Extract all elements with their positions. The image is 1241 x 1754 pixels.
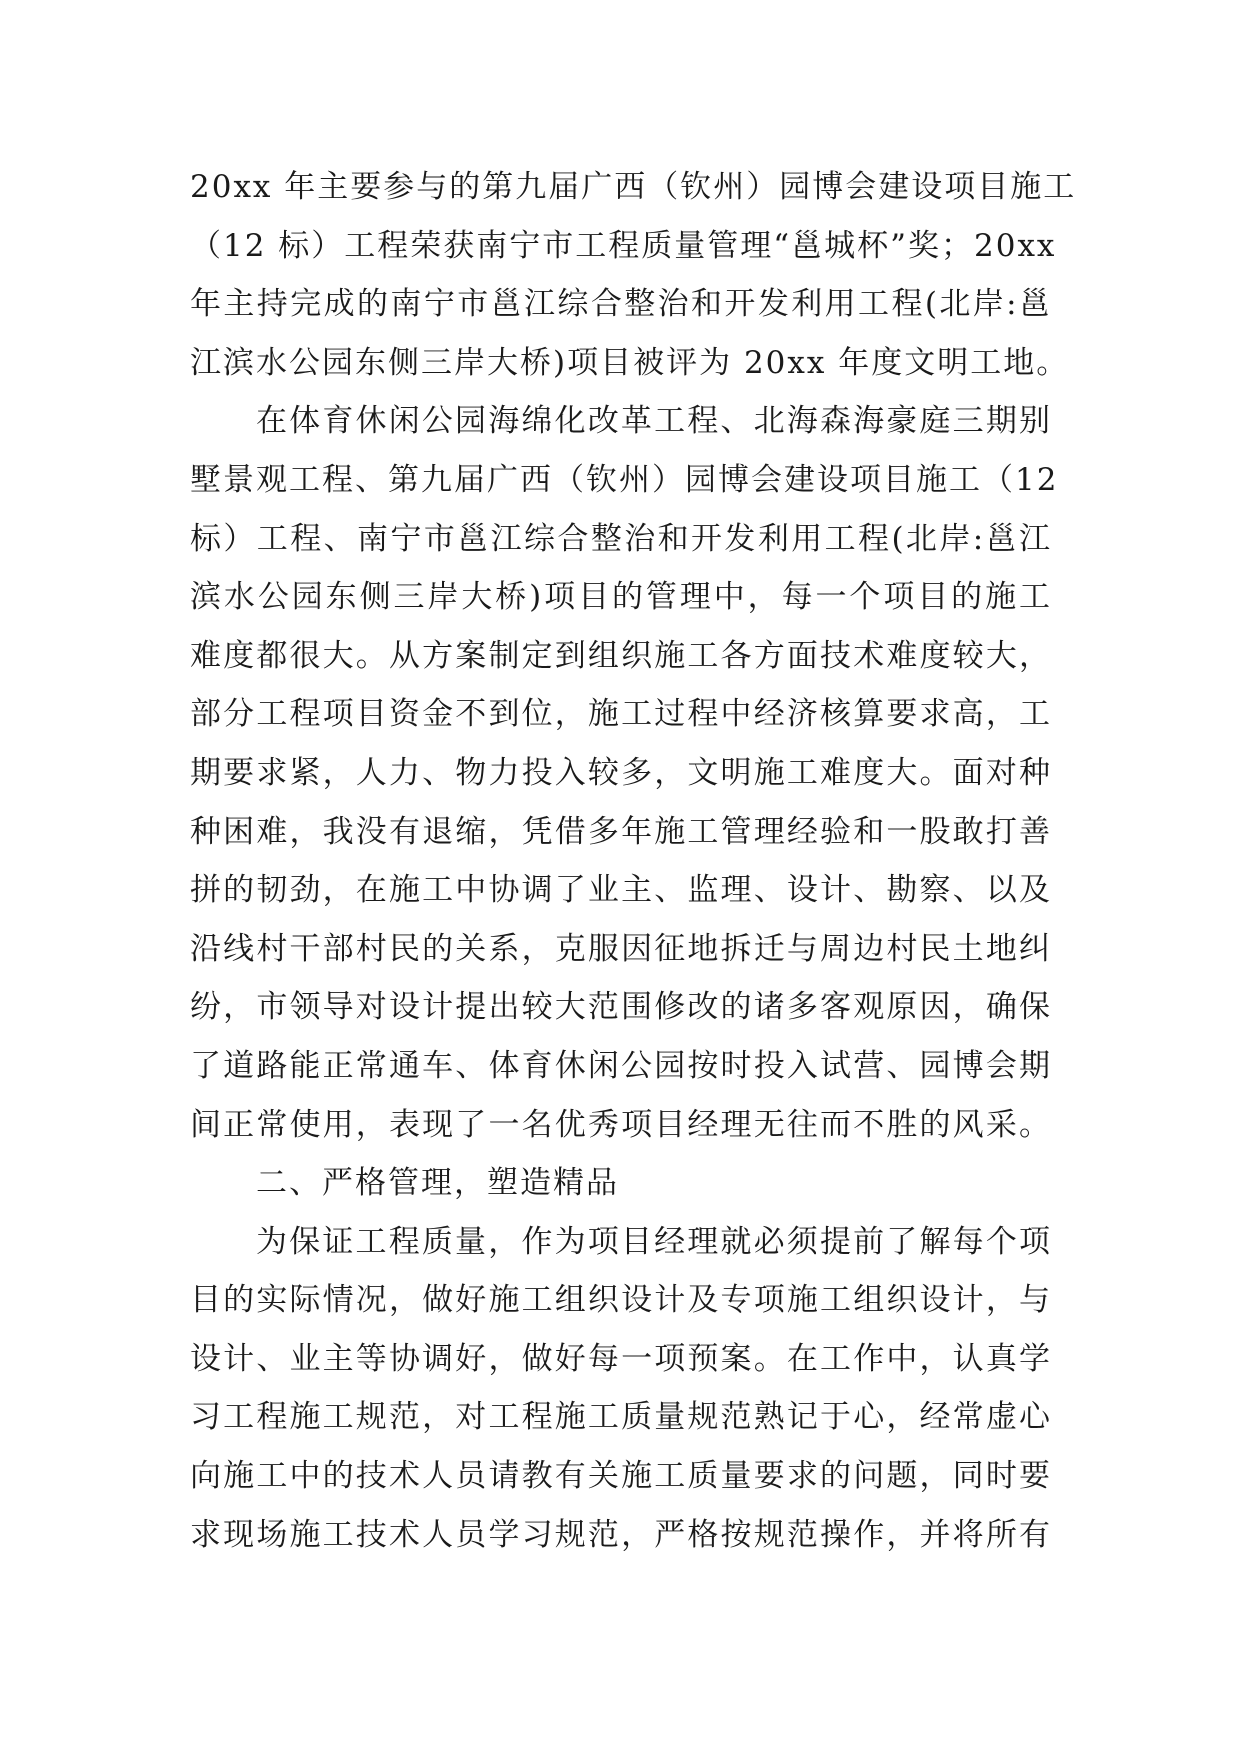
- text-line: 习工程施工规范，对工程施工质量规范熟记于心，经常虚心: [190, 1399, 1052, 1436]
- section-heading-text: 二、严格管理，塑造精品: [256, 1165, 619, 1202]
- text-line: 目的实际情况，做好施工组织设计及专项施工组织设计，与: [190, 1282, 1052, 1319]
- text-line: 设计、业主等协调好，做好每一项预案。在工作中，认真学: [190, 1340, 1052, 1377]
- text-line: 年主持完成的南宁市邕江综合整治和开发利用工程(北岸:邕: [190, 286, 1052, 323]
- text-line: 20xx 年主要参与的第九届广西（钦州）园博会建设项目施工: [190, 169, 1077, 205]
- text-line: 难度都很大。从方案制定到组织施工各方面技术难度较大，: [190, 637, 1052, 674]
- text-line: 种困难，我没有退缩，凭借多年施工管理经验和一股敢打善: [190, 813, 1052, 850]
- text-line: 纷，市领导对设计提出较大范围修改的诸多客观原因，确保: [190, 989, 1052, 1026]
- text-line: 部分工程项目资金不到位，施工过程中经济核算要求高，工: [190, 696, 1052, 733]
- paragraph-p3: [190, 1213, 1052, 1565]
- text-line: 了道路能正常通车、体育休闲公园按时投入试营、园博会期: [190, 1047, 1052, 1084]
- text-line: 拼的韧劲，在施工中协调了业主、监理、设计、勘察、以及: [190, 872, 1052, 909]
- paragraph-p1: [190, 158, 1077, 392]
- section-heading: [190, 1154, 1052, 1213]
- text-line: 墅景观工程、第九届广西（钦州）园博会建设项目施工（12: [190, 461, 1059, 498]
- text-line: 滨水公园东侧三岸大桥)项目的管理中，每一个项目的施工: [190, 579, 1052, 616]
- text-line: 沿线村干部村民的关系，克服因征地拆迁与周边村民土地纠: [190, 930, 1052, 967]
- paragraph-p2: [190, 392, 1059, 1154]
- text-line: 为保证工程质量，作为项目经理就必须提前了解每个项: [256, 1223, 1052, 1260]
- text-line: （12 标）工程荣获南宁市工程质量管理“邕城杯”奖；20xx: [190, 227, 1057, 264]
- text-line: 间正常使用，表现了一名优秀项目经理无往而不胜的风采。: [190, 1106, 1052, 1143]
- text-line: 标）工程、南宁市邕江综合整治和开发利用工程(北岸:邕江: [190, 520, 1052, 557]
- text-line: 江滨水公园东侧三岸大桥)项目被评为 20xx 年度文明工地。: [190, 344, 1070, 381]
- text-line: 期要求紧，人力、物力投入较多，文明施工难度大。面对种: [190, 754, 1052, 791]
- text-line: 在体育休闲公园海绵化改革工程、北海森海豪庭三期别: [256, 403, 1052, 440]
- document-body: [190, 158, 1077, 1564]
- text-line: 向施工中的技术人员请教有关施工质量要求的问题，同时要: [190, 1458, 1052, 1495]
- text-line: 求现场施工技术人员学习规范，严格按规范操作，并将所有: [190, 1516, 1052, 1553]
